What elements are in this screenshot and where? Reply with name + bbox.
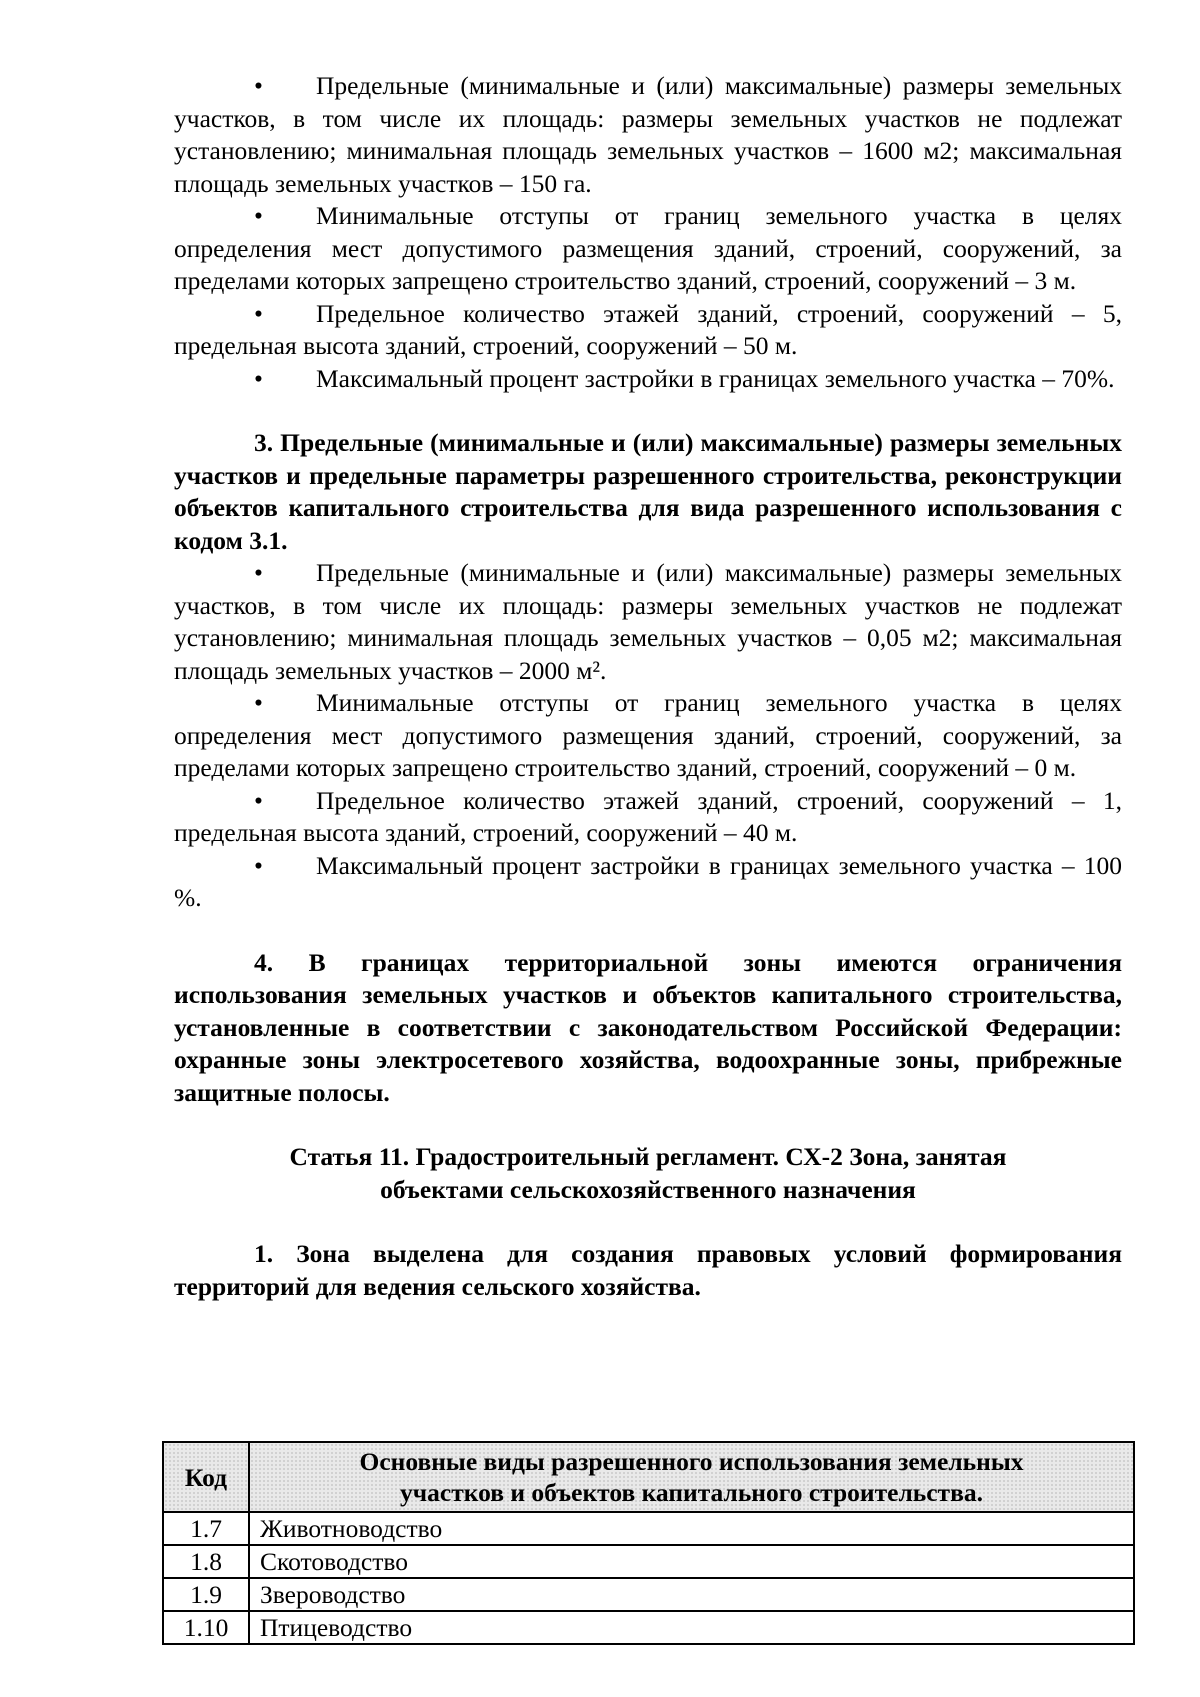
header-name-line-2: участков и объектов капитального строительства. [400, 1478, 983, 1507]
spacer [174, 1109, 1122, 1141]
table-row [163, 1545, 1134, 1578]
spacer [174, 395, 1122, 427]
row-code: 1.8 [163, 1545, 249, 1578]
bullet-text: Предельное количество этажей зданий, строений, сооружений – 5, предельная высота зданий, строений, сооружений – 50 м. [174, 298, 1122, 360]
bullet-item [174, 70, 1122, 200]
row-name: Птицеводство [249, 1611, 1134, 1644]
article-title-line-1: Статья 11. Градостроительный регламент. СХ-2 Зона, занятая [289, 1142, 1007, 1171]
bullet-item [174, 200, 1122, 298]
spacer [174, 1206, 1122, 1238]
bullet-symbol: • [254, 558, 263, 587]
bullet-symbol: • [254, 201, 263, 230]
bullet-symbol: • [254, 688, 263, 717]
spacer [174, 915, 1122, 947]
header-name-line-1: Основные виды разрешенного использования земельных [359, 1447, 1024, 1476]
row-code: 1.9 [163, 1578, 249, 1611]
bullet-text: Максимальный процент застройки в границах земельного участка – 70%. [316, 363, 1115, 393]
bullet-item [174, 785, 1122, 850]
column-header-code: Код [163, 1442, 249, 1512]
row-name: Животноводство [249, 1512, 1134, 1545]
bullet-text: Предельные (минимальные и (или) максимальные) размеры земельных участков, в том числе их площадь: размеры земельных участков не подлежат установлению; минимальная площадь земельных участков – 1600 м2; максимальная площадь земельных участков – 150 га. [174, 71, 1122, 198]
bullet-text: Минимальные отступы от границ земельного участка в целях определения мест допустимого размещения зданий, строений, сооружений, за пределами которых запрещено строительство зданий, строений, сооружений – 3 м. [174, 201, 1122, 295]
bullet-text: Предельное количество этажей зданий, строений, сооружений – 1, предельная высота зданий, строений, сооружений – 40 м. [174, 785, 1122, 847]
table-row [163, 1611, 1134, 1644]
table-row [163, 1512, 1134, 1545]
article-title-line-2: объектами сельскохозяйственного назначения [380, 1174, 916, 1204]
bullet-item [174, 557, 1122, 687]
bullet-symbol: • [254, 850, 263, 880]
row-code: 1.10 [163, 1611, 249, 1644]
bullet-item [174, 363, 1122, 396]
bullet-symbol: • [254, 71, 263, 100]
row-name: Скотоводство [249, 1545, 1134, 1578]
bullet-symbol: • [254, 298, 263, 328]
section-4-heading: 4. В границах территориальной зоны имеются ограничения использования земельных участков и объектов капитального строительства, установленные в соответствии с законодательством Российской Федерации: охранные зоны электросетевого хозяйства, водоохранные зоны, прибрежные защитные полосы. [174, 947, 1122, 1107]
bullet-item [174, 298, 1122, 363]
column-header-name [249, 1442, 1134, 1512]
bullet-symbol: • [254, 363, 263, 393]
bullet-symbol: • [254, 785, 263, 815]
table-row [163, 1578, 1134, 1611]
bullet-text: Минимальные отступы от границ земельного участка в целях определения мест допустимого размещения зданий, строений, сооружений, за пределами которых запрещено строительство зданий, строений, сооружений – 0 м. [174, 688, 1122, 782]
table-header-row [163, 1442, 1134, 1512]
row-name: Звероводство [249, 1578, 1134, 1611]
permitted-use-table [162, 1441, 1135, 1645]
document-page [174, 70, 1122, 1303]
bullet-item [174, 850, 1122, 915]
section-3-heading: 3. Предельные (минимальные и (или) максимальные) размеры земельных участков и предельные параметры разрешенного строительства, реконструкции объектов капитального строительства для вида разрешенного использования с кодом 3.1. [174, 428, 1122, 555]
bullet-text: Предельные (минимальные и (или) максимальные) размеры земельных участков, в том числе их площадь: размеры земельных участков не подлежат установлению; минимальная площадь земельных участков – 0,05 м2; максимальная площадь земельных участков – 2000 м². [174, 558, 1122, 685]
row-code: 1.7 [163, 1512, 249, 1545]
article-11-point-1: 1. Зона выделена для создания правовых условий формирования территорий для ведения сельского хозяйства. [174, 1239, 1122, 1301]
bullet-text: Максимальный процент застройки в границах земельного участка – 100 %. [174, 850, 1122, 912]
bullet-item [174, 687, 1122, 785]
article-11-title [174, 1141, 1122, 1206]
